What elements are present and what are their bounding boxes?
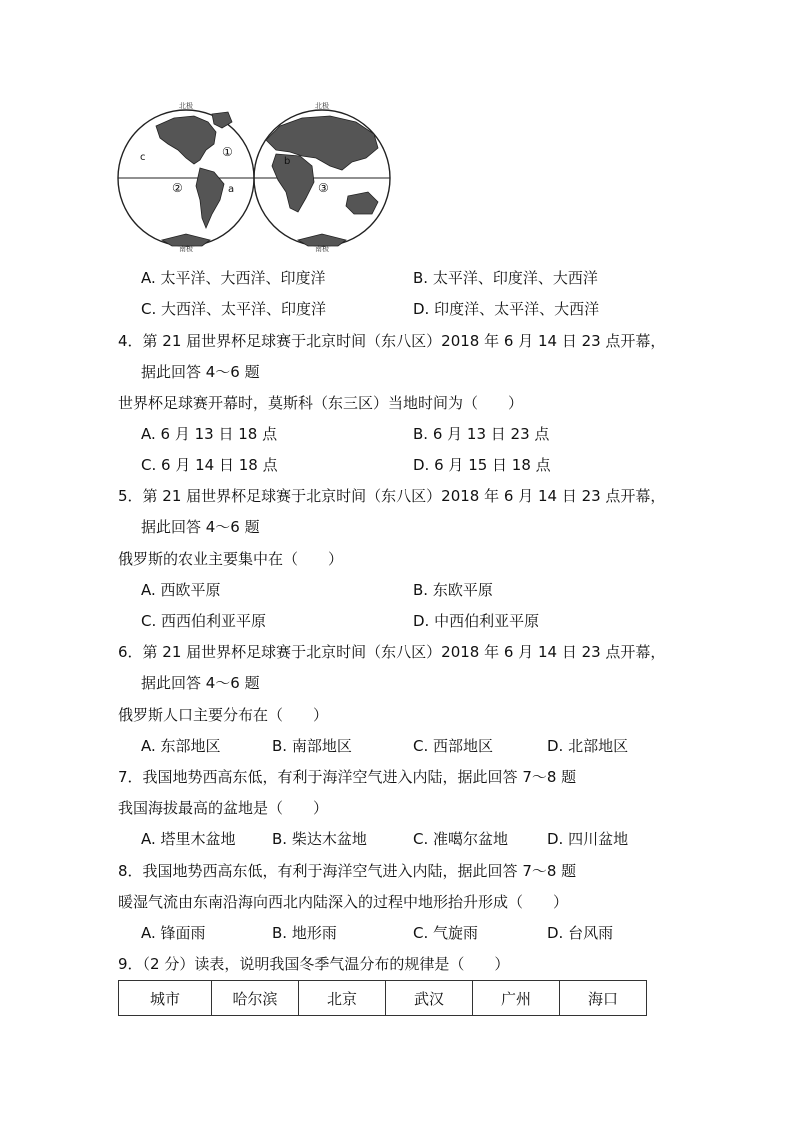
option-text: 西西伯利亚平原 [161, 612, 267, 630]
north-america-landmass [156, 116, 216, 164]
table-cell: 海口 [560, 981, 647, 1016]
ocean-marker-1: ① [222, 145, 233, 159]
option-text: 南部地区 [291, 737, 352, 755]
option-text: 地形雨 [291, 924, 337, 942]
option-text: 6 月 13 日 18 点 [160, 425, 278, 443]
option-text: 北部地区 [568, 737, 629, 755]
q5-option-c[interactable] [141, 611, 266, 631]
option-letter: D. [413, 300, 430, 318]
q5-option-d[interactable] [413, 611, 539, 631]
ocean-marker-2: ② [172, 181, 183, 195]
q4-option-c[interactable] [141, 455, 278, 475]
q4-question: 世界杯足球赛开幕时，莫斯科（东三区）当地时间为（ ） [118, 394, 524, 412]
north-pole-label-east: 北极 [315, 102, 329, 110]
q7-option-d[interactable] [547, 829, 628, 849]
option-text: 太平洋、印度洋、大西洋 [432, 269, 598, 287]
q8-option-c[interactable] [413, 923, 478, 943]
option-letter: D. [413, 456, 430, 474]
option-letter: A. [141, 924, 156, 942]
q9-stem: 9．（2 分）读表，说明我国冬季气温分布的规律是（ ） [118, 955, 510, 973]
letter-b-label: b [284, 156, 291, 167]
option-letter: B. [413, 425, 429, 443]
letter-a-label: a [228, 184, 235, 195]
south-pole-label-west: 南极 [179, 245, 193, 252]
option-letter: A. [141, 737, 156, 755]
option-text: 6 月 15 日 18 点 [434, 456, 551, 474]
option-text: 6 月 13 日 23 点 [432, 425, 550, 443]
q4-option-b[interactable] [413, 424, 549, 444]
q7-option-a[interactable] [141, 829, 236, 849]
q7-question: 我国海拔最高的盆地是（ ） [118, 799, 329, 817]
option-text: 大西洋、太平洋、印度洋 [161, 300, 327, 318]
option-letter: A. [141, 581, 156, 599]
q4-stem-line2: 据此回答 4～6 题 [141, 363, 260, 381]
hemispheres-svg [116, 100, 396, 252]
q3-option-d[interactable] [413, 299, 599, 319]
option-text: 印度洋、太平洋、大西洋 [434, 300, 600, 318]
table-header-row [119, 981, 647, 1016]
option-text: 台风雨 [568, 924, 614, 942]
q8-option-b[interactable] [272, 923, 337, 943]
ocean-marker-3: ③ [318, 181, 329, 195]
australia-landmass [346, 192, 378, 214]
option-letter: D. [547, 737, 564, 755]
table-cell: 城市 [119, 981, 212, 1016]
option-text: 东部地区 [160, 737, 221, 755]
q6-question: 俄罗斯人口主要分布在（ ） [118, 706, 329, 724]
option-letter: C. [413, 924, 429, 942]
q3-option-c[interactable] [141, 299, 326, 319]
south-pole-label-east: 南极 [315, 245, 329, 252]
q8-option-a[interactable] [141, 923, 206, 943]
option-letter: C. [413, 830, 429, 848]
option-text: 6 月 14 日 18 点 [161, 456, 278, 474]
q5-option-a[interactable] [141, 580, 221, 600]
option-text: 塔里木盆地 [160, 830, 236, 848]
q6-option-d[interactable] [547, 736, 628, 756]
option-letter: D. [547, 924, 564, 942]
table-cell: 北京 [299, 981, 386, 1016]
world-hemispheres-map [116, 100, 396, 252]
q6-stem-line1: 6．第 21 届世界杯足球赛于北京时间（东八区）2018 年 6 月 14 日 23 点开幕， [118, 643, 666, 661]
option-text: 四川盆地 [568, 830, 629, 848]
option-text: 太平洋、大西洋、印度洋 [160, 269, 326, 287]
option-letter: A. [141, 425, 156, 443]
winter-temperature-table [118, 980, 647, 1016]
option-letter: D. [547, 830, 564, 848]
q4-option-a[interactable] [141, 424, 277, 444]
option-text: 西欧平原 [160, 581, 221, 599]
option-text: 准噶尔盆地 [433, 830, 509, 848]
option-text: 锋面雨 [160, 924, 206, 942]
q4-option-d[interactable] [413, 455, 551, 475]
option-letter: B. [272, 737, 288, 755]
option-letter: C. [141, 456, 157, 474]
q6-option-a[interactable] [141, 736, 221, 756]
option-letter: D. [413, 612, 430, 630]
option-letter: C. [141, 612, 157, 630]
option-letter: B. [413, 581, 429, 599]
q3-option-b[interactable] [413, 268, 598, 288]
option-letter: C. [141, 300, 157, 318]
q7-stem: 7．我国地势西高东低，有利于海洋空气进入内陆，据此回答 7～8 题 [118, 768, 577, 786]
north-pole-label-west: 北极 [179, 102, 193, 110]
south-america-landmass [196, 168, 224, 228]
option-text: 东欧平原 [432, 581, 493, 599]
option-letter: A. [141, 830, 156, 848]
q6-stem-line2: 据此回答 4～6 题 [141, 674, 260, 692]
option-letter: B. [272, 830, 288, 848]
q3-option-a[interactable] [141, 268, 326, 288]
option-text: 气旋雨 [433, 924, 479, 942]
option-text: 中西伯利亚平原 [434, 612, 540, 630]
q7-option-b[interactable] [272, 829, 367, 849]
q8-stem: 8．我国地势西高东低，有利于海洋空气进入内陆，据此回答 7～8 题 [118, 862, 577, 880]
option-letter: A. [141, 269, 156, 287]
q7-option-c[interactable] [413, 829, 508, 849]
letter-c-label: c [140, 152, 146, 163]
option-text: 西部地区 [433, 737, 494, 755]
q5-stem-line1: 5．第 21 届世界杯足球赛于北京时间（东八区）2018 年 6 月 14 日 23 点开幕， [118, 487, 666, 505]
q4-stem-line1: 4．第 21 届世界杯足球赛于北京时间（东八区）2018 年 6 月 14 日 23 点开幕， [118, 332, 666, 350]
q5-stem-line2: 据此回答 4～6 题 [141, 518, 260, 536]
q5-option-b[interactable] [413, 580, 493, 600]
table-cell: 广州 [473, 981, 560, 1016]
option-letter: B. [272, 924, 288, 942]
q6-option-c[interactable] [413, 736, 493, 756]
option-letter: B. [413, 269, 429, 287]
option-letter: C. [413, 737, 429, 755]
q8-question: 暖湿气流由东南沿海向西北内陆深入的过程中地形抬升形成（ ） [118, 893, 569, 911]
q5-question: 俄罗斯的农业主要集中在（ ） [118, 550, 344, 568]
q8-option-d[interactable] [547, 923, 613, 943]
option-text: 柴达木盆地 [291, 830, 367, 848]
table-cell: 武汉 [386, 981, 473, 1016]
africa-landmass [272, 154, 314, 212]
table-cell: 哈尔滨 [212, 981, 299, 1016]
q6-option-b[interactable] [272, 736, 352, 756]
